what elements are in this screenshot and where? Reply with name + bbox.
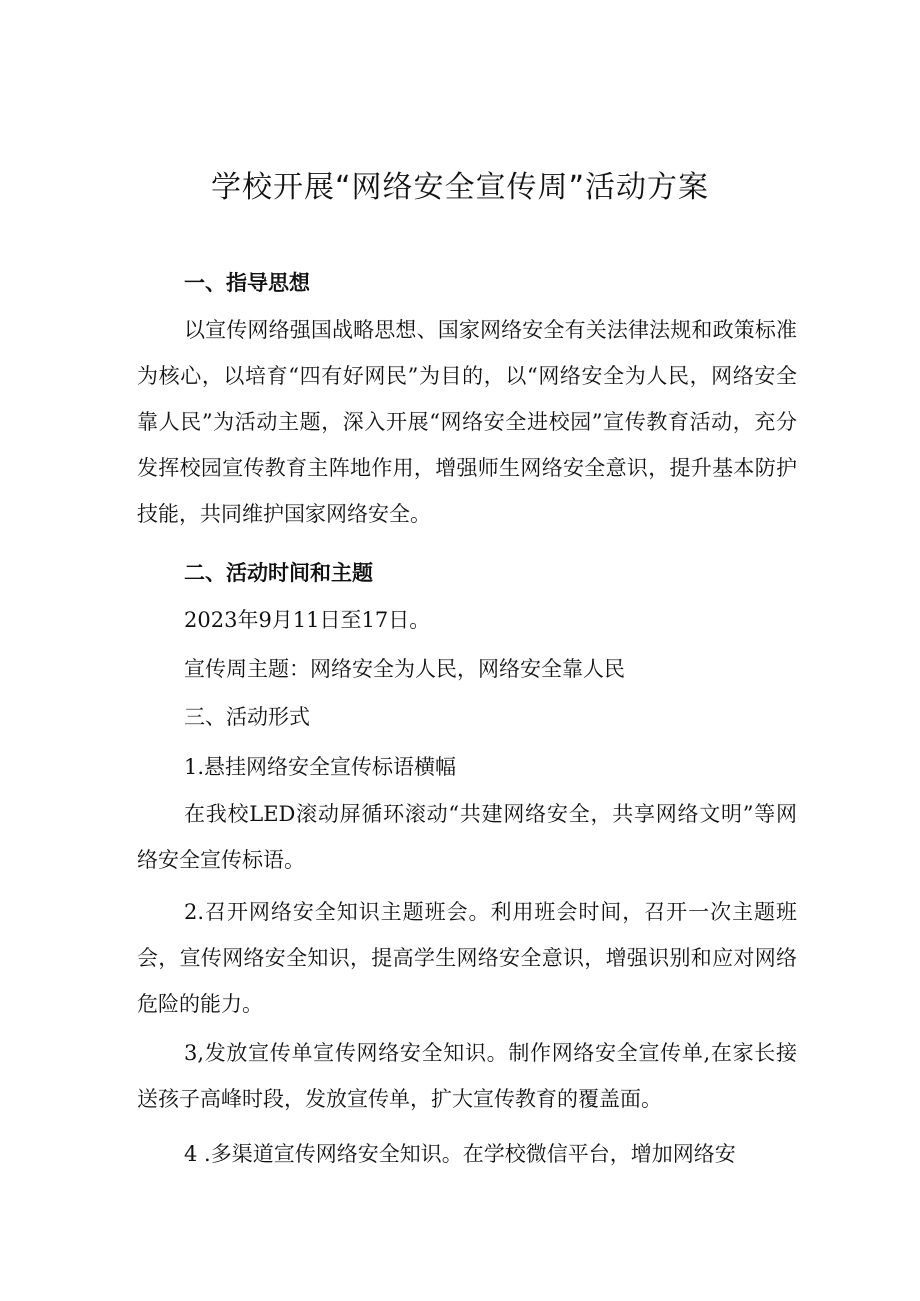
item-2-body: 2.召开网络安全知识主题班会。利用班会时间，召开一次主题班会，宣传网络安全知识，提高学生网络安全意识，增强识别和应对网络危险的能力。 [137,900,797,1016]
activity-date: 2023年9月11日至17日。 [184,608,431,632]
item-1-body: 在我校LED滚动屏循环滚动“共建网络安全，共享网络文明”等网络安全宣传标语。 [137,802,797,872]
document-title: 学校开展“网络安全宣传周”活动方案 [210,170,710,205]
paragraph-guiding-ideology: 以宣传网络强国战略思想、国家网络安全有关法律法规和政策标准为核心，以培育“四有好网民”为目的，以“网络安全为人民，网络安全靠人民”为活动主题，深入开展“网络安全进校园”宣传教育活动，充分发挥校园宣传教育主阵地作用，增强师生网络安全意识，提升基本防护技能，共同维护国家网络安全。 [137,318,797,526]
item-1-title: 1.悬挂网络安全宣传标语横幅 [184,755,457,779]
item-4-body: 4 .多渠道宣传网络安全知识。在学校微信平台，增加网络安 [184,1142,736,1166]
section-heading-time-theme: 二、活动时间和主题 [184,561,373,585]
section-heading-guiding-ideology: 一、指导思想 [184,271,310,295]
publicity-week-theme: 宣传周主题：网络安全为人民，网络安全靠人民 [184,657,625,681]
item-3-body: 3,发放宣传单宣传网络安全知识。制作网络安全宣传单,在家长接送孩子高峰时段，发放宣传单，扩大宣传教育的覆盖面。 [137,1041,797,1111]
section-heading-activity-form: 三、活动形式 [184,705,310,729]
